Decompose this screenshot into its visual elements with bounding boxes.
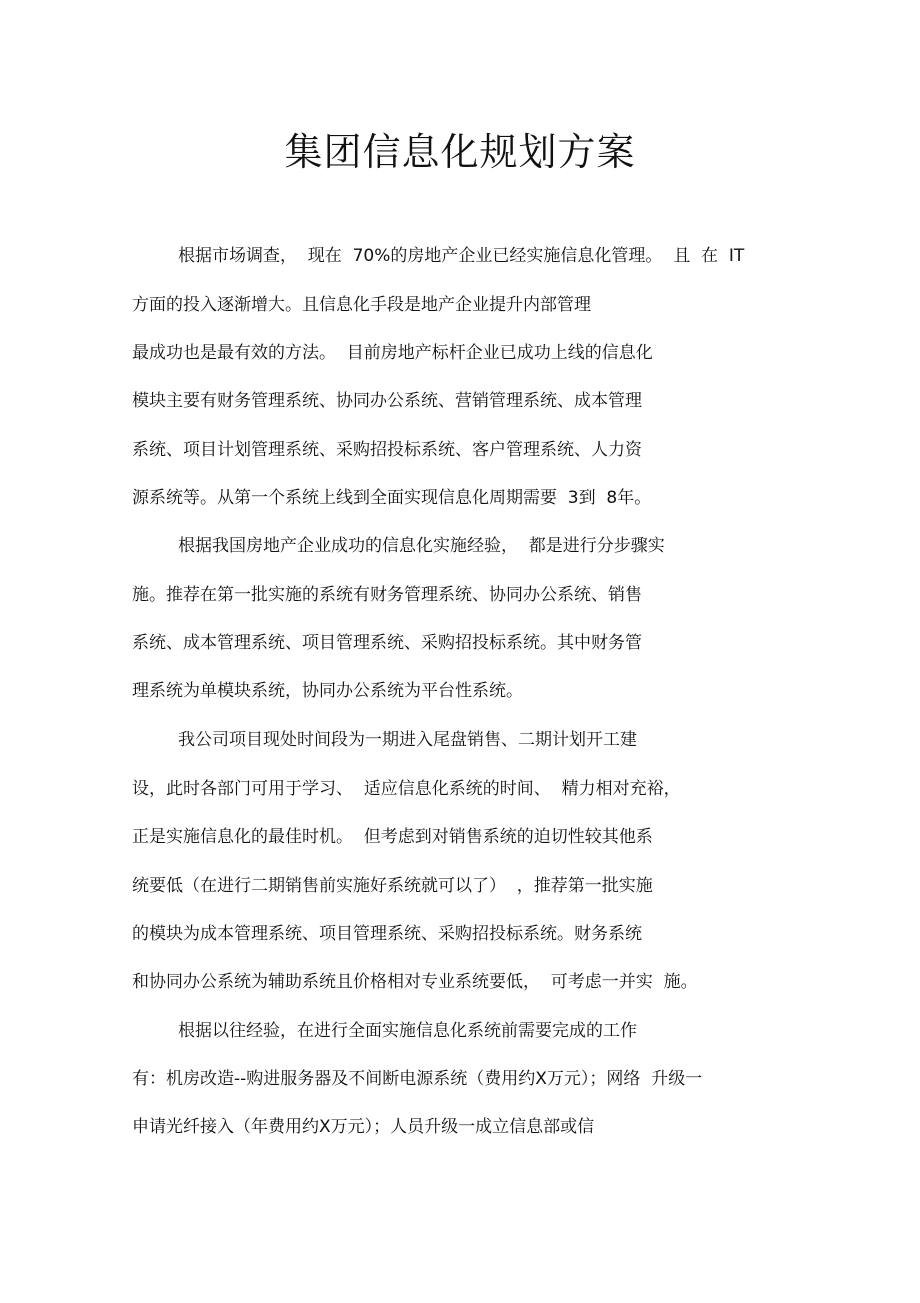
- paragraph-line: 根据我国房地产企业成功的信息化实施经验， 都是进行分步骤实: [178, 536, 665, 556]
- paragraph-line: 根据以往经验，在进行全面实施信息化系统前需要完成的工作: [178, 1021, 637, 1041]
- paragraph-line: 源系统等。从第一个系统上线到全面实现信息化周期需要 3到 8年。: [132, 488, 652, 508]
- paragraph-line: 统要低（在进行二期销售前实施好系统就可以了） ，推荐第一批实施: [132, 876, 653, 896]
- paragraph-line: 理系统为单模块系统，协同办公系统为平台性系统。: [132, 681, 523, 701]
- paragraph-line: 方面的投入逐渐增大。且信息化手段是地产企业提升内部管理: [132, 295, 591, 315]
- paragraph-line: 我公司项目现处时间段为一期进入尾盘销售、二期计划开工建: [178, 730, 637, 750]
- paragraph-line: 模块主要有财务管理系统、协同办公系统、营销管理系统、成本管理: [132, 391, 642, 411]
- paragraph-line: 申请光纤接入（年费用约X万元）；人员升级一成立信息部或信: [132, 1117, 595, 1137]
- paragraph-line: 最成功也是最有效的方法。 目前房地产标杆企业已成功上线的信息化: [132, 343, 653, 363]
- paragraph-line: 和协同办公系统为辅助系统且价格相对专业系统要低， 可考虑一并实 施。: [132, 972, 698, 992]
- paragraph-line: 系统、成本管理系统、项目管理系统、采购招投标系统。其中财务管: [132, 633, 642, 653]
- paragraph-line: 施。推荐在第一批实施的系统有财务管理系统、协同办公系统、销售: [132, 585, 642, 605]
- paragraph-line: 正是实施信息化的最佳时机。 但考虑到对销售系统的迫切性较其他系: [132, 827, 653, 847]
- paragraph-line: 系统、项目计划管理系统、采购招投标系统、客户管理系统、人力资: [132, 440, 642, 460]
- paragraph-line: 有：机房改造--购进服务器及不间断电源系统（费用约X万元）；网络 升级一: [132, 1069, 703, 1089]
- paragraph-line: 根据市场调查， 现在 70%的房地产企业已经实施信息化管理。 且 在 IT: [178, 246, 745, 266]
- paragraph-line: 的模块为成本管理系统、项目管理系统、采购招投标系统。财务系统: [132, 924, 642, 944]
- document-title: 集团信息化规划方案: [284, 130, 636, 174]
- paragraph-line: 设，此时各部门可用于学习、 适应信息化系统的时间、 精力相对充裕，: [132, 779, 681, 799]
